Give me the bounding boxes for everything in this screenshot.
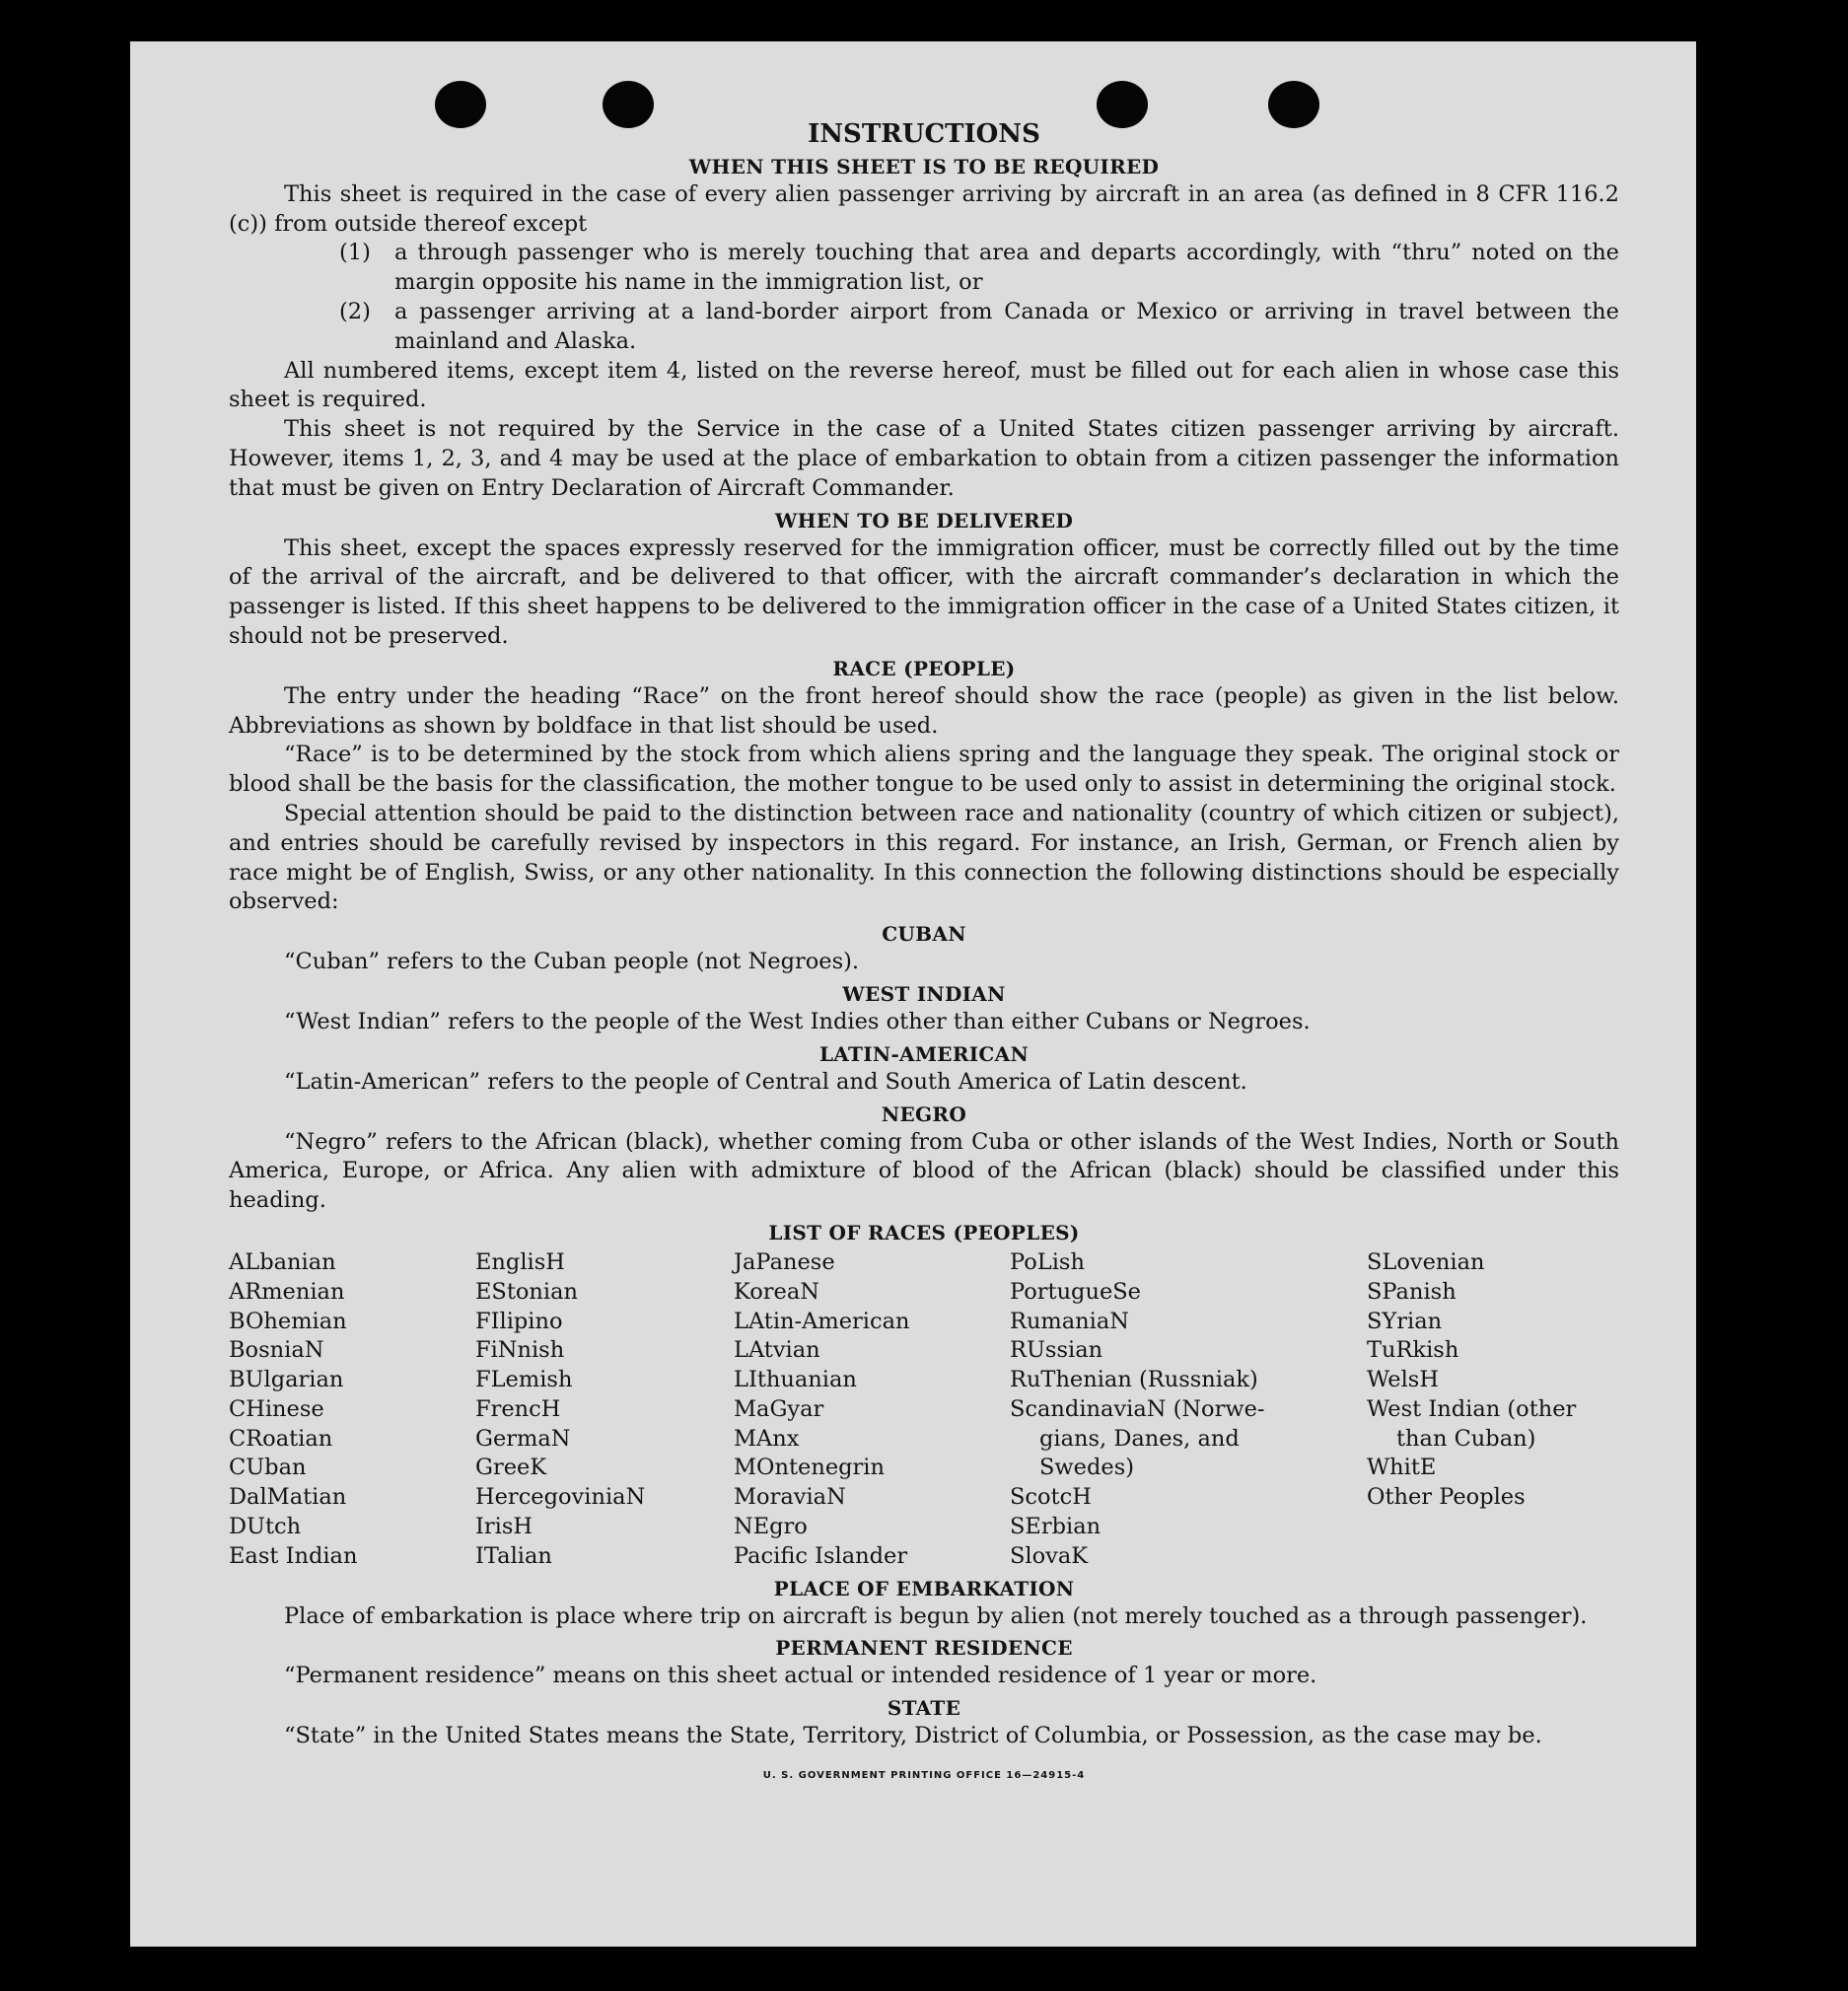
race-column	[734, 1248, 1010, 1572]
race-entry: SlovaK	[1010, 1542, 1089, 1569]
paragraph: “Negro” refers to the African (black), whether coming from Cuba or other islands of the West Indies, North or South America, Europe, or Africa. Any alien with admixture of blood of the African (black) should be classified under this heading.	[229, 1128, 1619, 1214]
race-entry: SPanish	[1367, 1278, 1457, 1305]
race-entry: gians, Danes, and	[1039, 1425, 1240, 1452]
section-heading: WHEN THIS SHEET IS TO BE REQUIRED	[688, 154, 1160, 178]
race-entry: HercegoviniaN	[475, 1484, 646, 1511]
race-entry: GreeK	[475, 1455, 547, 1481]
race-column	[229, 1248, 475, 1572]
race-entry: CUban	[229, 1455, 307, 1481]
race-entry: NEgro	[734, 1514, 808, 1540]
item-text: a passenger arriving at a land-border airport from Canada or Mexico or arriving in travel between the mainland and Alaska.	[394, 298, 1619, 354]
race-entry: IrisH	[475, 1514, 533, 1540]
paragraph: This sheet, except the spaces expressly reserved for the immigration officer, must be correctly filled out by the time of the arrival of the aircraft, and be delivered to that officer, with the aircraft commander’s declaration in which the passenger is listed. If this sheet happens to be delivered to the immigration officer in the case of a United States citizen, it should not be preserved.	[229, 534, 1619, 649]
race-entry: MAnx	[734, 1425, 800, 1452]
race-list	[229, 1248, 1619, 1572]
list-item	[229, 298, 1619, 357]
race-column	[1010, 1248, 1367, 1572]
race-entry: SLovenian	[1367, 1248, 1485, 1275]
race-entry: ITalian	[475, 1542, 552, 1569]
section-heading: PERMANENT RESIDENCE	[775, 1636, 1073, 1661]
race-entry: BUlgarian	[229, 1367, 344, 1393]
race-entry: SYrian	[1367, 1308, 1443, 1334]
paragraph: “Race” is to be determined by the stock from which aliens spring and the language they speak. The original stock or blood shall be the basis for the classification, the mother tongue to be used only to assist in determining the original stock.	[229, 742, 1619, 798]
race-entry: MoraviaN	[734, 1484, 846, 1511]
race-entry: ALbanian	[229, 1248, 336, 1275]
race-entry: PortugueSe	[1010, 1278, 1142, 1305]
section-heading: LATIN-AMERICAN	[818, 1041, 1030, 1066]
section-heading: NEGRO	[881, 1102, 967, 1126]
race-entry: DalMatian	[229, 1484, 347, 1511]
paragraph: This sheet is required in the case of every alien passenger arriving by aircraft in an area (as defined in 8 CFR 116.2 (c)) from outside thereof except	[229, 180, 1619, 237]
race-entry: FiNnish	[475, 1337, 565, 1364]
race-column	[1367, 1248, 1613, 1572]
paragraph: The entry under the heading “Race” on the front hereof should show the race (people) as given in the list below. Abbreviations as shown by boldface in that list should be used.	[229, 682, 1619, 739]
race-entry: KoreaN	[734, 1278, 819, 1305]
paragraph: “State” in the United States means the State, Territory, District of Columbia, or Possession, as the case may be.	[284, 1723, 1542, 1749]
race-entry: MaGyar	[734, 1395, 824, 1422]
document-sheet	[130, 41, 1696, 1947]
race-entry: West Indian (other	[1367, 1395, 1577, 1422]
section-heading: STATE	[887, 1696, 961, 1721]
race-entry: ScotcH	[1010, 1484, 1092, 1511]
section-heading: WHEN TO BE DELIVERED	[774, 508, 1074, 533]
race-entry: than Cuban)	[1396, 1425, 1536, 1452]
race-entry: CRoatian	[229, 1425, 333, 1452]
race-entry: EStonian	[475, 1278, 579, 1305]
paragraph: “Latin-American” refers to the people of Central and South America of Latin descent.	[284, 1068, 1247, 1095]
document-body	[229, 120, 1619, 1791]
race-entry: EnglisH	[475, 1248, 565, 1275]
printer-imprint: U. S. GOVERNMENT PRINTING OFFICE 16—24915-4	[762, 1770, 1086, 1782]
paragraph: Special attention should be paid to the distinction between race and nationality (country of which citizen or subject), and entries should be carefully revised by inspectors in this regard. For instance, an Irish, German, or French alien by race might be of English, Swiss, or any other nationality. In this connection the following distinctions should be especially observed:	[229, 800, 1619, 915]
item-text: a through passenger who is merely touching that area and departs accordingly, with “thru” noted on the margin opposite his name in the immigration list, or	[394, 240, 1619, 296]
race-entry: GermaN	[475, 1425, 571, 1452]
item-number: (2)	[339, 298, 371, 324]
paragraph: “Cuban” refers to the Cuban people (not Negroes).	[284, 949, 860, 975]
paragraph: “Permanent residence” means on this sheet actual or intended residence of 1 year or more.	[284, 1663, 1317, 1689]
paragraph: Place of embarkation is place where trip on aircraft is begun by alien (not merely touched as a through passenger).	[284, 1602, 1588, 1629]
race-entry: FrencH	[475, 1395, 561, 1422]
race-entry: BosniaN	[229, 1337, 324, 1364]
section-heading: PLACE OF EMBARKATION	[773, 1576, 1075, 1600]
race-entry: ARmenian	[229, 1278, 345, 1305]
section-heading: LIST OF RACES (PEOPLES)	[768, 1220, 1080, 1244]
race-entry: DUtch	[229, 1514, 302, 1540]
race-entry: TuRkish	[1367, 1337, 1459, 1364]
paragraph: All numbered items, except item 4, listed on the reverse hereof, must be filled out for each alien in whose case this sheet is required.	[229, 357, 1619, 413]
race-entry: WhitE	[1367, 1455, 1437, 1481]
race-entry: LIthuanian	[734, 1367, 857, 1393]
race-entry: Other Peoples	[1367, 1484, 1526, 1511]
section-heading: WEST INDIAN	[842, 981, 1006, 1006]
race-entry: RumaniaN	[1010, 1308, 1129, 1334]
race-entry: BOhemian	[229, 1308, 347, 1334]
race-entry: MOntenegrin	[734, 1455, 885, 1481]
race-entry: RuThenian (Russniak)	[1010, 1367, 1258, 1393]
race-entry: SErbian	[1010, 1514, 1102, 1540]
list-item	[229, 239, 1619, 298]
race-entry: East Indian	[229, 1542, 358, 1569]
race-entry: WelsH	[1367, 1367, 1439, 1393]
race-entry: FIlipino	[475, 1308, 563, 1334]
race-entry: LAtvian	[734, 1337, 820, 1364]
race-entry: JaPanese	[734, 1248, 835, 1275]
race-entry: RUssian	[1010, 1337, 1103, 1364]
section-heading: CUBAN	[882, 922, 966, 947]
race-entry: CHinese	[229, 1395, 324, 1422]
race-entry: Pacific Islander	[734, 1542, 908, 1569]
race-entry: PoLish	[1010, 1248, 1085, 1275]
race-entry: LAtin-American	[734, 1308, 910, 1334]
paragraph: “West Indian” refers to the people of the West Indies other than either Cubans or Negroes.	[284, 1008, 1311, 1034]
race-column	[475, 1248, 734, 1572]
paragraph: This sheet is not required by the Service in the case of a United States citizen passenger arriving by aircraft. However, items 1, 2, 3, and 4 may be used at the place of embarkation to obtain from a citizen passenger the information that must be given on Entry Declaration of Aircraft Commander.	[229, 416, 1619, 501]
page-title: INSTRUCTIONS	[808, 119, 1040, 149]
race-entry: ScandinaviaN (Norwe-	[1010, 1395, 1265, 1422]
race-entry: Swedes)	[1039, 1455, 1135, 1481]
item-number: (1)	[339, 240, 371, 266]
race-entry: FLemish	[475, 1367, 573, 1393]
section-heading: RACE (PEOPLE)	[832, 656, 1016, 680]
